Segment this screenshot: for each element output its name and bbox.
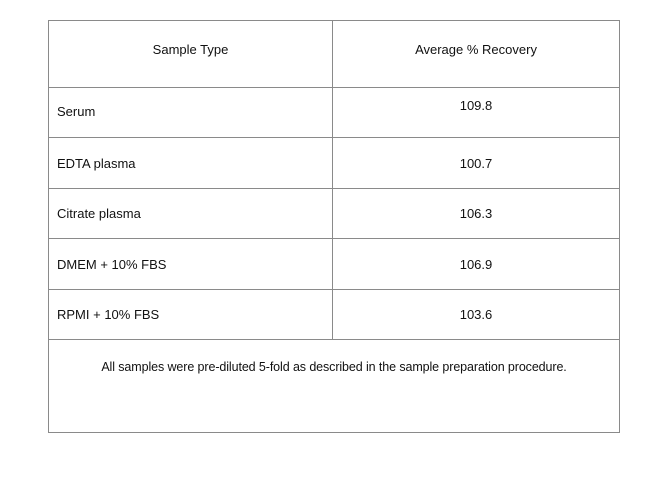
table-row <box>49 289 620 339</box>
sample-type-cell: RPMI + 10% FBS <box>49 289 333 339</box>
recovery-value-cell: 100.7 <box>333 138 620 188</box>
footnote-text: All samples were pre-diluted 5-fold as described in the sample preparation procedure. <box>49 340 620 433</box>
table-row <box>49 138 620 188</box>
sample-type-cell: Serum <box>49 88 333 138</box>
header-average-recovery: Average % Recovery <box>333 21 620 88</box>
recovery-value-cell: 103.6 <box>333 289 620 339</box>
table-header-row <box>49 21 620 88</box>
sample-type-cell: DMEM + 10% FBS <box>49 239 333 289</box>
sample-type-cell: EDTA plasma <box>49 138 333 188</box>
recovery-value-cell: 106.9 <box>333 239 620 289</box>
table-row <box>49 188 620 238</box>
sample-type-cell: Citrate plasma <box>49 188 333 238</box>
table-row <box>49 239 620 289</box>
recovery-value-cell: 106.3 <box>333 188 620 238</box>
footnote-row <box>49 340 620 433</box>
header-sample-type: Sample Type <box>49 21 333 88</box>
recovery-table <box>48 20 620 433</box>
recovery-value-cell: 109.8 <box>333 88 620 138</box>
table-row <box>49 88 620 138</box>
